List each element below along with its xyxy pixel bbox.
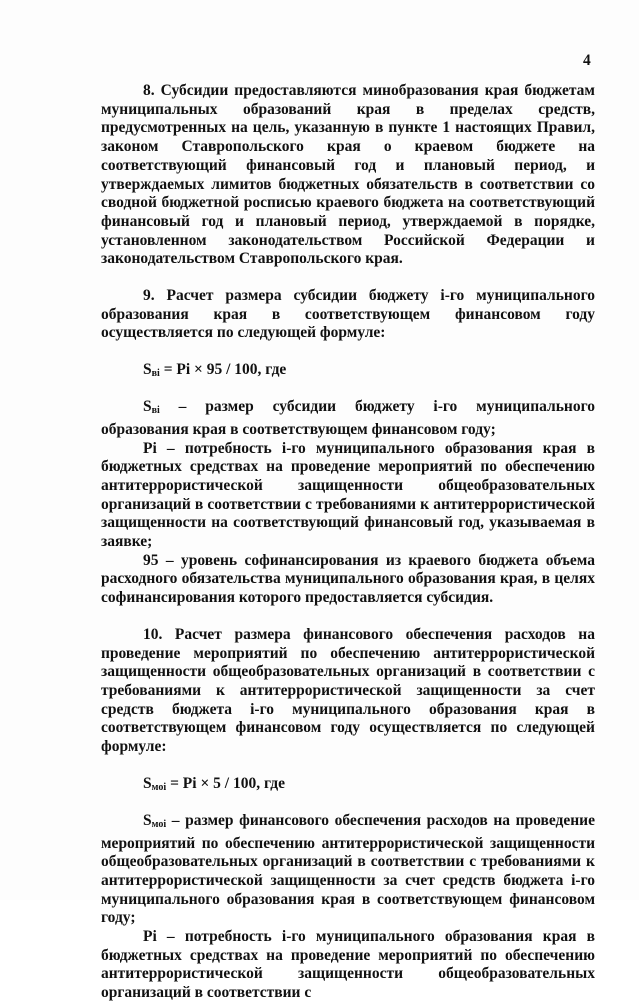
- definition-pi-2: Pi – потребность i-го муниципального образования края в бюджетных средствах на проведение мероприятий по обеспечению антитеррористической защищенности общеобразовательных организаций в соответствии с: [101, 928, 595, 1002]
- paragraph-10: 10. Расчет размера финансового обеспечения расходов на проведение мероприятий по обеспечению антитеррористической защищенности общеобразовательных организаций в соответствии с требованиями к антитеррористической защищенности за счет средств бюджета i-го муниципального образования края в соответствующем финансовом году осуществляется по следующей формуле:: [101, 625, 595, 756]
- paragraph-9: 9. Расчет размера субсидии бюджету i-го муниципального образования края в соответствующем финансовом году осуществляется по следующей формуле:: [101, 287, 595, 342]
- definition-s-moi: $S_{мoi}$ – размер финансового обеспечения расходов на проведение мероприятий по обеспечению антитеррористической защищенности общеобразовательных организаций в соответствии с требованиями к антитеррористической защищенности за счет средств бюджета i-го муниципального образования края в соответствующем финансовом году;: [101, 811, 595, 927]
- formula-subsidy: $S_{вi} = Pi \times 95 / 100$, где: [143, 361, 287, 380]
- document-body: [101, 82, 595, 1003]
- definition-pi: Pi – потребность i-го муниципального образования края в бюджетных средствах на проведение мероприятий по обеспечению антитеррористической защищенности общеобразовательных организаций в соответствии с требованиями к антитеррористической защищенности на соответствующий финансовый год, указываемая в заявке;: [101, 439, 595, 551]
- page-number: 4: [583, 52, 591, 69]
- definition-95: 95 – уровень софинансирования из краевого бюджета объема расходного обязательства муниципального образования края, в целях софинансирования которого предоставляется субсидия.: [101, 551, 595, 607]
- formula-municipal: $S_{мoi} = Pi \times 5 / 100$, где: [143, 774, 285, 793]
- definition-s-vi: $S_{вi}$ – размер субсидии бюджету i-го муниципального образования края в соответствующем финансовом году;: [101, 398, 595, 438]
- paragraph-8: 8. Субсидии предоставляются минобразования края бюджетам муниципальных образований края в пределах средств, предусмотренных на цель, указанную в пункте 1 настоящих Правил, законом Ставропольского края о краевом бюджете на соответствующий финансовый год и плановый период, и утверждаемых лимитов бюджетных обязательств в соответствии со сводной бюджетной росписью краевого бюджета на соответствующий финансовый год и плановый период, утверждаемой в порядке, установленном законодательством Российской Федерации и законодательством Ставропольского края.: [101, 82, 595, 268]
